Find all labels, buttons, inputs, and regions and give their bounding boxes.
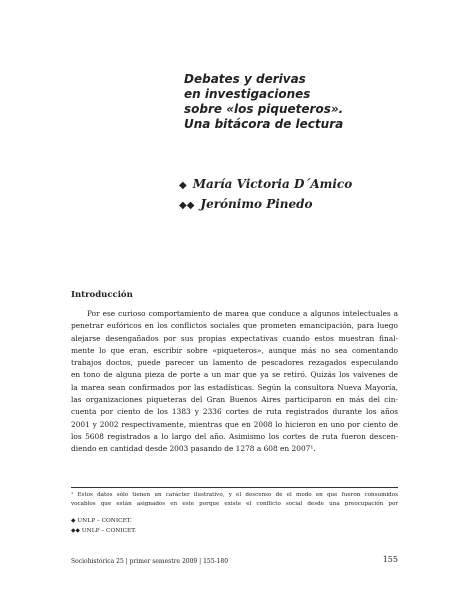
body-line: 2001 y 2002 respectivamente, mientras que en 2008 lo hicieron en uno por ciento de: [71, 419, 398, 429]
author-marker: ◆: [179, 180, 187, 191]
issue-details: | primer semestre 2009 | 155-180: [125, 558, 229, 565]
author-name: Jerónimo Pinedo: [200, 197, 313, 211]
footnote-line: ¹ Estos datos sólo tienen un carácter ilustrativo, y el descenso de el modo en que fueron consumidos: [71, 492, 398, 498]
footnote: [71, 491, 398, 508]
section-heading: Introducción: [71, 290, 133, 300]
journal-name: Sociohistórica: [71, 558, 115, 565]
page-number: 155: [382, 555, 398, 564]
body-line: alejarse desengañados por sus propias expectativas cuando estos muestran final-: [71, 333, 398, 343]
author-name: María Victoria D´Amico: [192, 177, 353, 191]
body-line: diendo en cantidad desde 2003 pasando de 1278 a 608 en 2007¹.: [71, 444, 316, 454]
body-paragraph: [71, 308, 398, 456]
title-line: en investigaciones: [184, 87, 311, 101]
author-entry: [179, 175, 352, 195]
title-line: Debates y derivas: [184, 72, 306, 86]
author-entry: [179, 195, 352, 215]
affiliation: ◆ UNLP – CONICET.: [71, 518, 132, 524]
body-line: los 5608 registrados a lo largo del año. Asimismo los cortes de ruta fueron descen-: [71, 431, 398, 441]
body-line: mente lo que eran, escribir sobre «piqueteros», aunque más no sea comentando: [71, 345, 398, 355]
title-line: Una bitácora de lectura: [184, 117, 344, 131]
author-marker: ◆◆: [179, 200, 195, 211]
footnote-line: vocablos que están asignados en este porque existe el conflicto social desde una preocupación por: [71, 500, 398, 507]
author-list: [179, 175, 352, 215]
title-line: sobre «los piqueteros».: [184, 102, 344, 116]
body-line: las organizaciones piqueteras del Gran Buenos Aires participaron en más del cin-: [71, 395, 398, 405]
body-line: Por ese curioso comportamiento de marea que conduce a algunos intelectuales a: [87, 309, 398, 318]
body-line: en tono de alguna pieza de porte a un mar que ya se retiró. Quizás los vaivenes de: [71, 370, 398, 380]
article-title: [184, 72, 414, 132]
body-line: penetrar eufóricos en los conflictos sociales que prometen emancipación, para luego: [71, 321, 398, 331]
body-line: cuenta por ciento de los 1383 y 2336 cortes de ruta registrados durante los años: [71, 407, 398, 417]
body-line: la marea sean confirmados por las estadísticas. Según la consultora Nueva Mayoría,: [71, 382, 398, 392]
journal-issue: 25: [116, 558, 124, 565]
affiliation: ◆◆ UNLP – CONICET.: [71, 528, 137, 534]
footnote-divider: [71, 487, 398, 488]
body-line: trabajos doctos, puede parecer un lamento de pescadores rezagados especulando: [71, 358, 398, 368]
running-footer: [71, 558, 228, 565]
